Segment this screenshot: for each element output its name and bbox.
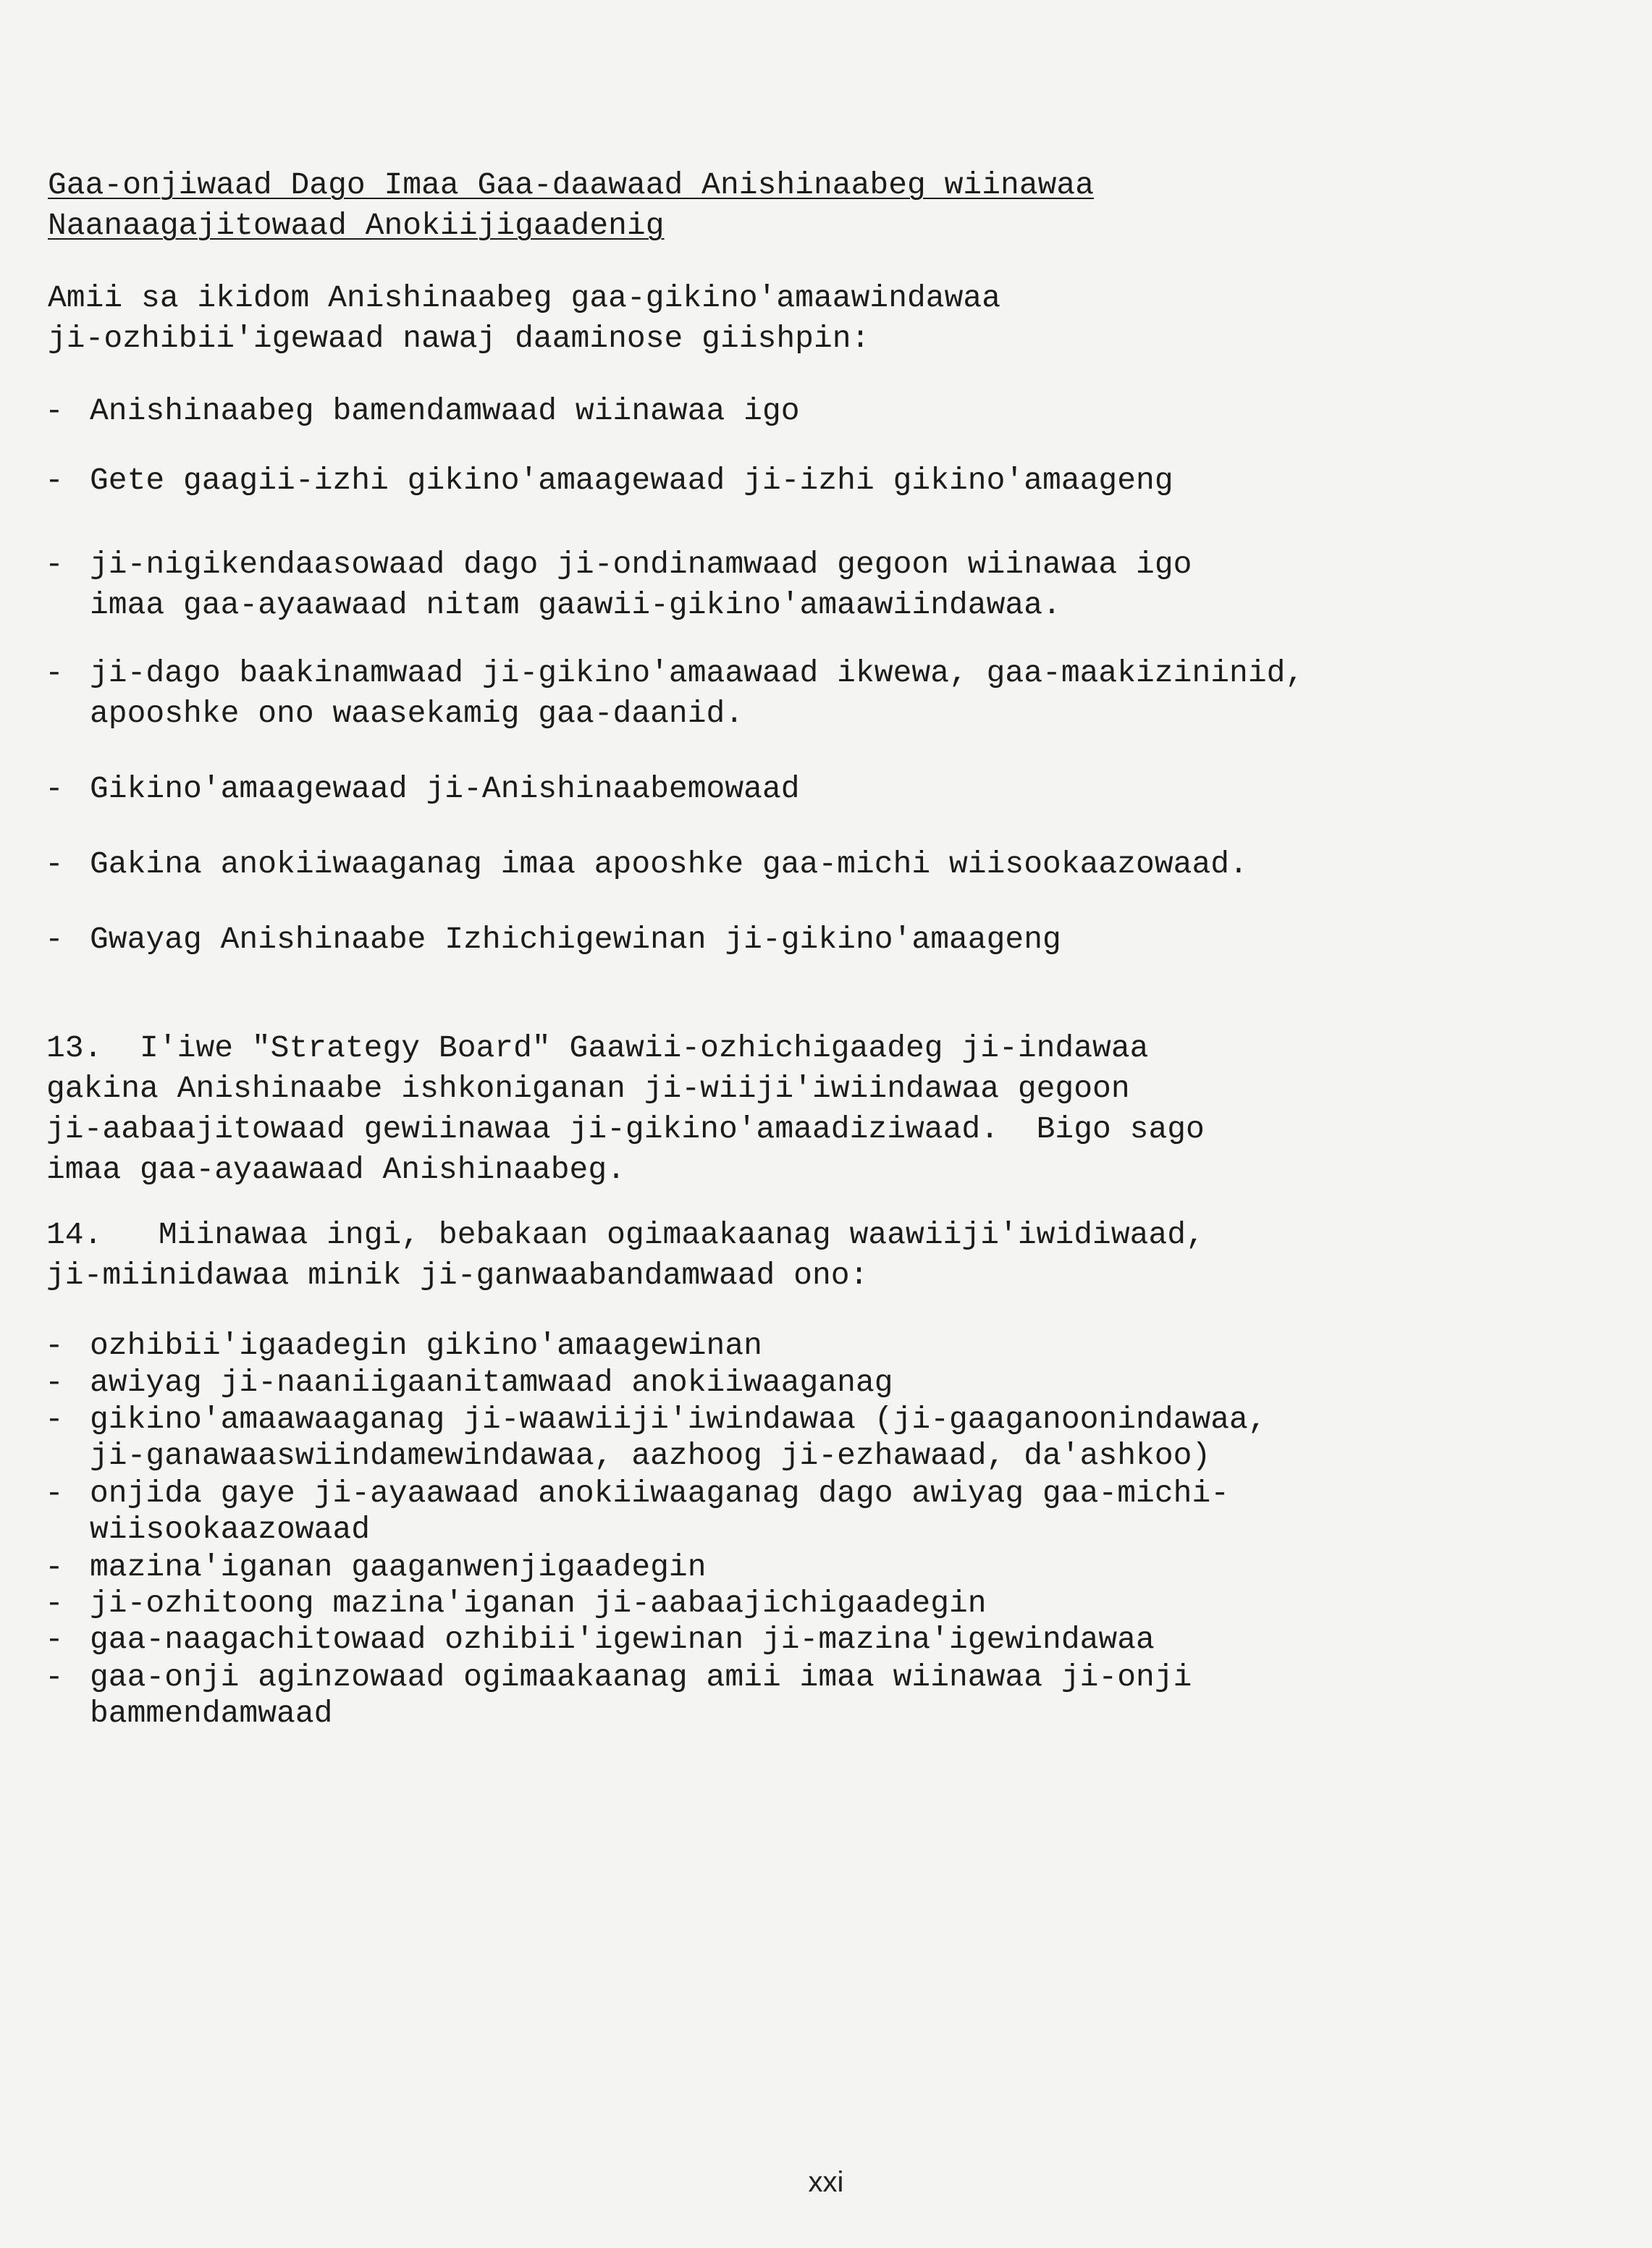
list-item-line: onjida gaye ji-ayaawaad anokiiwaaganag dago awiyag gaa-michi-: [90, 1475, 1230, 1511]
list-item-line: ji-ozhitoong mazina'iganan ji-aabaajichigaadegin: [90, 1586, 987, 1621]
bullet-dash: -: [45, 846, 64, 882]
paragraph-line: ji-aabaajitowaad gewiinawaa ji-gikino'amaadiziwaad. Bigo sago: [46, 1111, 1205, 1147]
list-item: [45, 1586, 987, 1622]
bullet-dash: -: [45, 771, 64, 807]
paragraph-number: 13.: [46, 1030, 103, 1066]
list-item: [45, 544, 1192, 626]
bullet-dash: -: [45, 1402, 64, 1437]
list-item: [45, 1402, 1267, 1474]
bullet-dash: -: [45, 393, 64, 429]
list-item-line: Gete gaagii-izhi gikino'amaagewaad ji-izhi gikino'amaageng: [90, 463, 1173, 498]
paragraph-line: imaa gaa-ayaawaad Anishinaabeg.: [46, 1152, 625, 1187]
list-item: [45, 1475, 1229, 1548]
list-item-line: gikino'amaawaaganag ji-waawiiji'iwindawaa (ji-gaaganoonindawaa,: [90, 1402, 1267, 1437]
paragraph-line: gakina Anishinaabe ishkoniganan ji-wiiji'iwiindawaa gegoon: [46, 1071, 1130, 1106]
section-heading: [48, 165, 1094, 246]
intro-line-2: ji-ozhibii'igewaad nawaj daaminose giishpin:: [48, 321, 870, 356]
list-item-line: awiyag ji-naaniigaanitamwaad anokiiwaaganag: [90, 1365, 893, 1400]
list-item-line: wiisookaazowaad: [90, 1512, 371, 1547]
list-item: [45, 844, 1248, 885]
list-item: [45, 653, 1304, 734]
bullet-dash: -: [45, 547, 64, 582]
heading-line-1: Gaa-onjiwaad Dago Imaa Gaa-daawaad Anishinaabeg wiinawaa: [48, 167, 1095, 203]
list-item-line: ozhibii'igaadegin gikino'amaagewinan: [90, 1328, 762, 1363]
bullet-dash: -: [45, 1328, 64, 1363]
list-item-line: imaa gaa-ayaawaad nitam gaawii-gikino'amaawiindawaa.: [90, 587, 1061, 623]
bullet-dash: -: [45, 1622, 64, 1657]
list-item: [45, 919, 1061, 960]
bullet-dash: -: [45, 655, 64, 691]
paragraph-line: I'iwe "Strategy Board" Gaawii-ozhichigaadeg ji-indawaa: [140, 1030, 1149, 1066]
bullet-dash: -: [45, 922, 64, 957]
bullet-dash: -: [45, 1549, 64, 1585]
list-item: [45, 1659, 1192, 1732]
list-item-line: mazina'iganan gaaganwenjigaadegin: [90, 1549, 707, 1585]
list-item-line: ji-ganawaaswiindamewindawaa, aazhoog ji-ezhawaad, da'ashkoo): [90, 1438, 1211, 1473]
paragraph-line: ji-miinidawaa minik ji-ganwaabandamwaad ono:: [46, 1258, 869, 1293]
intro-paragraph: [48, 278, 1000, 359]
list-item-line: gaa-naagachitowaad ozhibii'igewinan ji-mazina'igewindawaa: [90, 1622, 1155, 1657]
list-item-line: Gwayag Anishinaabe Izhichigewinan ji-gikino'amaageng: [90, 922, 1061, 957]
page-number: xxi: [808, 2166, 844, 2198]
list-item-line: gaa-onji aginzowaad ogimaakaanag amii imaa wiinawaa ji-onji: [90, 1659, 1192, 1695]
bullet-dash: -: [45, 463, 64, 498]
list-item-line: Gikino'amaagewaad ji-Anishinaabemowaad: [90, 771, 800, 807]
paragraph-line: Miinawaa ingi, bebakaan ogimaakaanag waawiiji'iwidiwaad,: [158, 1217, 1205, 1253]
list-item: [45, 1365, 893, 1401]
list-item-line: Anishinaabeg bamendamwaad wiinawaa igo: [90, 393, 800, 429]
bullet-dash: -: [45, 1586, 64, 1621]
bullet-dash: -: [45, 1659, 64, 1695]
list-item: [45, 1549, 707, 1586]
list-item-line: bammendamwaad: [90, 1696, 333, 1731]
list-item: [45, 1622, 1155, 1658]
list-item: [45, 769, 800, 809]
list-item: [45, 391, 800, 432]
list-item-line: ji-nigikendaasowaad dago ji-ondinamwaad gegoon wiinawaa igo: [90, 547, 1192, 582]
heading-line-2: Naanaagajitowaad Anokiijigaadenig: [48, 208, 665, 243]
list-item: [45, 1328, 762, 1364]
list-item-line: Gakina anokiiwaaganag imaa apooshke gaa-michi wiisookaazowaad.: [90, 846, 1248, 882]
paragraph-14: [46, 1215, 1205, 1296]
list-item-line: ji-dago baakinamwaad ji-gikino'amaawaad ikwewa, gaa-maakizininid,: [90, 655, 1305, 691]
intro-line-1: Amii sa ikidom Anishinaabeg gaa-gikino'amaawindawaa: [48, 280, 1001, 316]
bullet-dash: -: [45, 1365, 64, 1400]
bullet-dash: -: [45, 1475, 64, 1511]
paragraph-number: 14.: [46, 1217, 103, 1253]
list-item: [45, 460, 1173, 501]
paragraph-13: [46, 1028, 1205, 1190]
list-item-line: apooshke ono waasekamig gaa-daanid.: [90, 696, 744, 731]
